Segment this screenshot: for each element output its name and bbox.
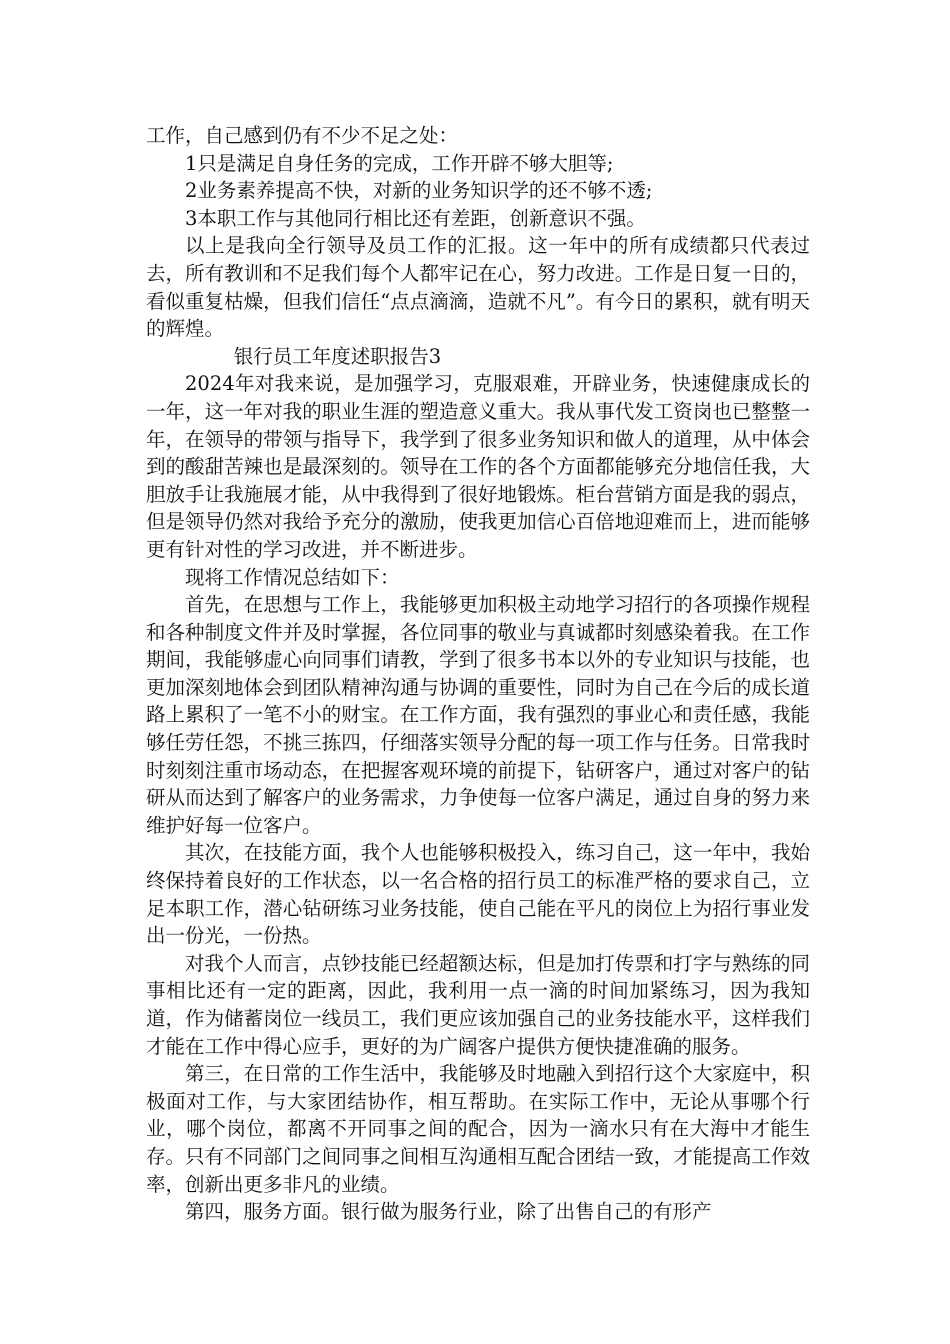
paragraph-overview: 现将工作情况总结如下： xyxy=(185,565,400,589)
paragraph-fourth: 第四，服务方面。银行做为服务行业，除了出售自己的有形产 xyxy=(185,1200,712,1224)
paragraph-second: 其次，在技能方面，我个人也能够积极投入，练习自己，这一年中，我始终保持着良好的工作状态，以一名合格的招行员工的标准严格的要求自己，立足本职工作，潜心钻研练习业务技能，使自己能在平凡的岗位上为招行事业发出一份光，一份热。 xyxy=(146,841,810,948)
document-page xyxy=(146,122,810,1226)
paragraph-summary: 以上是我向全行领导及员工作的汇报。这一年中的所有成绩都只代表过去，所有教训和不足我们每个人都牢记在心，努力改进。工作是日复一日的，看似重复枯燥，但我们信任“点点滴滴，造就不凡”。有今日的累积，就有明天的辉煌。 xyxy=(146,234,810,341)
paragraph-continuation: 工作，自己感到仍有不少不足之处： xyxy=(146,124,459,147)
paragraph-first: 首先，在思想与工作上，我能够更加积极主动地学习招行的各项操作规程和各种制度文件并及时掌握，各位同事的敬业与真诚都时刻感染着我。在工作期间，我能够虚心向同事们请教，学到了很多书本以外的专业知识与技能，也更加深刻地体会到团队精神沟通与协调的重要性，同时为自己在今后的成长道路上累积了一笔不小的财宝。在工作方面，我有强烈的事业心和责任感，我能够任劳任怨，不挑三拣四，仔细落实领导分配的每一项工作与任务。日常我时时刻刻注重市场动态，在把握客观环境的前提下，钻研客户，通过对客户的钻研从而达到了解客户的业务需求，力争使每一位客户满足，通过自身的努力来维护好每一位客户。 xyxy=(146,593,810,837)
list-item-2: 2业务素养提高不快，对新的业务知识学的还不够不透; xyxy=(185,179,653,203)
section-title: 银行员工年度述职报告3 xyxy=(233,344,442,368)
paragraph-skills: 对我个人而言，点钞技能已经超额达标，但是加打传票和打字与熟练的同事相比还有一定的距离，因此，我利用一点一滴的时间加紧练习，因为我知道，作为储蓄岗位一线员工，我们更应该加强自己的业务技能水平，这样我们才能在工作中得心应手，更好的为广阔客户提供方便快捷准确的服务。 xyxy=(146,951,810,1058)
paragraph-third: 第三，在日常的工作生活中，我能够及时地融入到招行这个大家庭中，积极面对工作，与大家团结协作，相互帮助。在实际工作中，无论从事哪个行业，哪个岗位，都离不开同事之间的配合，因为一滴水只有在大海中才能生存。只有不同部门之间同事之间相互沟通相互配合团结一致，才能提高工作效率，创新出更多非凡的业绩。 xyxy=(146,1062,810,1196)
list-item-3: 3本职工作与其他同行相比还有差距，创新意识不强。 xyxy=(185,206,646,230)
paragraph-intro: 2024年对我来说，是加强学习，克服艰难，开辟业务，快速健康成长的一年，这一年对我的职业生涯的塑造意义重大。我从事代发工资岗也已整整一年，在领导的带领与指导下，我学到了很多业务知识和做人的道理，从中体会到的酸甜苦辣也是最深刻的。领导在工作的各个方面都能够充分地信任我，大胆放手让我施展才能，从中我得到了很好地锻炼。柜台营销方面是我的弱点，但是领导仍然对我给予充分的激励，使我更加信心百倍地迎难而上，进而能够更有针对性的学习改进，并不断进步。 xyxy=(146,372,810,561)
list-item-1: 1只是满足自身任务的完成，工作开辟不够大胆等; xyxy=(185,151,614,175)
